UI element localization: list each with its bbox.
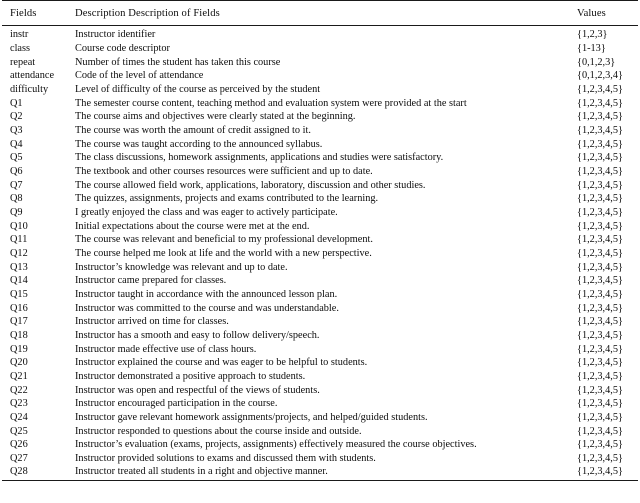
cell-field-name: Q1 — [10, 97, 23, 109]
table-row — [2, 55, 638, 69]
cell-field-description: The course was taught according to the announced syllabus. — [75, 138, 323, 150]
cell-field-name: Q10 — [10, 220, 28, 232]
cell-field-description: The course aims and objectives were clearly stated at the beginning. — [75, 111, 356, 123]
cell-field-name: Q22 — [10, 384, 28, 396]
cell-field-name: Q15 — [10, 288, 28, 300]
cell-field-name: Q27 — [10, 453, 28, 465]
cell-field-description: Course code descriptor — [75, 42, 170, 54]
cell-field-description: Initial expectations about the course were met at the end. — [75, 220, 310, 232]
cell-field-values: {1,2,3,4,5} — [577, 220, 623, 232]
cell-field-name: Q5 — [10, 152, 23, 164]
cell-field-description: Instructor treated all students in a right and objective manner. — [75, 466, 328, 478]
column-header-description: Description Description of Fields — [75, 7, 220, 19]
cell-field-name: Q28 — [10, 466, 28, 478]
cell-field-description: The course allowed field work, applications, laboratory, discussion and other studies. — [75, 179, 426, 191]
cell-field-values: {1,2,3,4,5} — [577, 398, 623, 410]
table-row — [2, 342, 638, 356]
table-row — [2, 411, 638, 425]
cell-field-name: Q2 — [10, 111, 23, 123]
cell-field-description: Instructor’s evaluation (exams, projects, assignments) effectively measured the course objectives. — [75, 439, 477, 451]
cell-field-name: Q23 — [10, 398, 28, 410]
cell-field-name: instr — [10, 29, 29, 41]
table-row — [2, 329, 638, 343]
cell-field-values: {1,2,3,4,5} — [577, 97, 623, 109]
cell-field-name: Q26 — [10, 439, 28, 451]
table-row — [2, 288, 638, 302]
cell-field-values: {1,2,3,4,5} — [577, 370, 623, 382]
table-body — [2, 26, 638, 481]
cell-field-name: Q18 — [10, 329, 28, 341]
table-header-row — [2, 1, 638, 26]
column-header-fields: Fields — [10, 7, 37, 19]
cell-field-description: The course helped me look at life and the world with a new perspective. — [75, 247, 372, 259]
cell-field-description: Instructor was open and respectful of the views of students. — [75, 384, 320, 396]
table-row — [2, 452, 638, 466]
dataset-field-description-table — [2, 0, 638, 481]
cell-field-values: {1,2,3,4,5} — [577, 124, 623, 136]
table-row — [2, 151, 638, 165]
cell-field-values: {1,2,3,4,5} — [577, 439, 623, 451]
cell-field-description: The course was worth the amount of credit assigned to it. — [75, 124, 311, 136]
table-row — [2, 178, 638, 192]
cell-field-name: Q3 — [10, 124, 23, 136]
cell-field-values: {0,1,2,3} — [577, 56, 616, 68]
table-row — [2, 233, 638, 247]
cell-field-values: {1,2,3,4,5} — [577, 111, 623, 123]
cell-field-description: Instructor identifier — [75, 29, 156, 41]
table-row — [2, 260, 638, 274]
cell-field-values: {1,2,3,4,5} — [577, 234, 623, 246]
cell-field-description: Level of difficulty of the course as perceived by the student — [75, 83, 321, 95]
cell-field-description: The textbook and other courses resources were sufficient and up to date. — [75, 165, 373, 177]
cell-field-description: Instructor made effective use of class hours. — [75, 343, 257, 355]
cell-field-name: Q16 — [10, 302, 28, 314]
cell-field-name: Q17 — [10, 316, 28, 328]
cell-field-values: {1,2,3,4,5} — [577, 453, 623, 465]
cell-field-values: {1,2,3,4,5} — [577, 193, 623, 205]
cell-field-description: The class discussions, homework assignments, applications and studies were satisfactory. — [75, 152, 444, 164]
cell-field-name: Q12 — [10, 247, 28, 259]
table-row — [2, 137, 638, 151]
table-row — [2, 96, 638, 110]
cell-field-description: Instructor encouraged participation in the course. — [75, 398, 278, 410]
cell-field-name: Q24 — [10, 412, 28, 423]
cell-field-values: {1,2,3,4,5} — [577, 138, 623, 150]
table-row — [2, 465, 638, 480]
table-row — [2, 370, 638, 384]
table-row — [2, 301, 638, 315]
cell-field-values: {1,2,3,4,5} — [577, 329, 623, 341]
cell-field-name: Q25 — [10, 425, 28, 437]
table-row — [2, 438, 638, 452]
cell-field-name: Q7 — [10, 179, 23, 191]
cell-field-name: Q20 — [10, 357, 28, 369]
cell-field-values: {1,2,3,4,5} — [577, 261, 623, 273]
cell-field-description: Instructor was committed to the course and was understandable. — [75, 302, 339, 314]
cell-field-name: Q9 — [10, 206, 23, 218]
table-row — [2, 397, 638, 411]
cell-field-values: {1,2,3,4,5} — [577, 412, 623, 423]
cell-field-values: {1,2,3,4,5} — [577, 357, 623, 369]
table-row — [2, 356, 638, 370]
cell-field-name: difficulty — [10, 83, 49, 95]
table-row — [2, 383, 638, 397]
cell-field-values: {1,2,3,4,5} — [577, 247, 623, 259]
cell-field-description: Instructor taught in accordance with the announced lesson plan. — [75, 288, 338, 300]
cell-field-name: Q13 — [10, 261, 28, 273]
cell-field-description: Instructor arrived on time for classes. — [75, 316, 229, 328]
cell-field-description: Code of the level of attendance — [75, 70, 204, 82]
cell-field-description: I greatly enjoyed the class and was eager to actively participate. — [75, 206, 338, 218]
table-row — [2, 315, 638, 329]
cell-field-values: {1-13} — [577, 42, 606, 54]
cell-field-description: The semester course content, teaching method and evaluation system were provided at the start — [75, 97, 467, 109]
table-row — [2, 192, 638, 206]
cell-field-name: repeat — [10, 56, 36, 68]
table-row — [2, 110, 638, 124]
table-row — [2, 274, 638, 288]
cell-field-name: attendance — [10, 70, 55, 82]
cell-field-values: {1,2,3,4,5} — [577, 179, 623, 191]
cell-field-values: {1,2,3,4,5} — [577, 152, 623, 164]
cell-field-description: Instructor’s knowledge was relevant and up to date. — [75, 261, 288, 273]
table-row — [2, 424, 638, 438]
cell-field-name: class — [10, 42, 31, 54]
cell-field-name: Q8 — [10, 193, 23, 205]
cell-field-name: Q6 — [10, 165, 23, 177]
cell-field-values: {1,2,3,4,5} — [577, 288, 623, 300]
table-row — [2, 219, 638, 233]
cell-field-values: {1,2,3,4,5} — [577, 384, 623, 396]
cell-field-name: Q19 — [10, 343, 28, 355]
cell-field-values: {1,2,3,4,5} — [577, 275, 623, 287]
cell-field-description: Instructor provided solutions to exams and discussed them with students. — [75, 453, 376, 465]
cell-field-values: {1,2,3,4,5} — [577, 316, 623, 328]
table-row — [2, 165, 638, 179]
cell-field-values: {1,2,3,4,5} — [577, 83, 623, 95]
table-header — [2, 1, 638, 26]
table-row — [2, 83, 638, 97]
cell-field-name: Q11 — [10, 234, 28, 246]
cell-field-description: Instructor demonstrated a positive approach to students. — [75, 370, 306, 382]
table-row — [2, 26, 638, 42]
cell-field-name: Q21 — [10, 370, 28, 382]
cell-field-values: {1,2,3,4,5} — [577, 206, 623, 218]
column-header-values: Values — [577, 7, 606, 19]
table-row — [2, 206, 638, 220]
cell-field-values: {1,2,3,4,5} — [577, 165, 623, 177]
cell-field-description: Instructor came prepared for classes. — [75, 275, 227, 287]
table-row — [2, 69, 638, 83]
cell-field-description: The course was relevant and beneficial to my professional development. — [75, 234, 373, 246]
table-row — [2, 42, 638, 56]
cell-field-description: Instructor has a smooth and easy to follow delivery/speech. — [75, 329, 320, 341]
cell-field-description: Instructor explained the course and was eager to be helpful to students. — [75, 357, 368, 369]
cell-field-name: Q14 — [10, 275, 28, 287]
cell-field-values: {1,2,3} — [577, 29, 608, 41]
table-row — [2, 247, 638, 261]
cell-field-description: The quizzes, assignments, projects and exams contributed to the learning. — [75, 193, 379, 205]
cell-field-description: Number of times the student has taken this course — [75, 56, 281, 68]
cell-field-description: Instructor responded to questions about the course inside and outside. — [75, 425, 362, 437]
cell-field-name: Q4 — [10, 138, 23, 150]
cell-field-values: {1,2,3,4,5} — [577, 425, 623, 437]
cell-field-values: {1,2,3,4,5} — [577, 466, 623, 478]
cell-field-values: {1,2,3,4,5} — [577, 343, 623, 355]
cell-field-values: {0,1,2,3,4} — [577, 70, 623, 82]
cell-field-values: {1,2,3,4,5} — [577, 302, 623, 314]
table-row — [2, 124, 638, 138]
cell-field-description: Instructor gave relevant homework assignments/projects, and helped/guided students. — [75, 412, 428, 423]
